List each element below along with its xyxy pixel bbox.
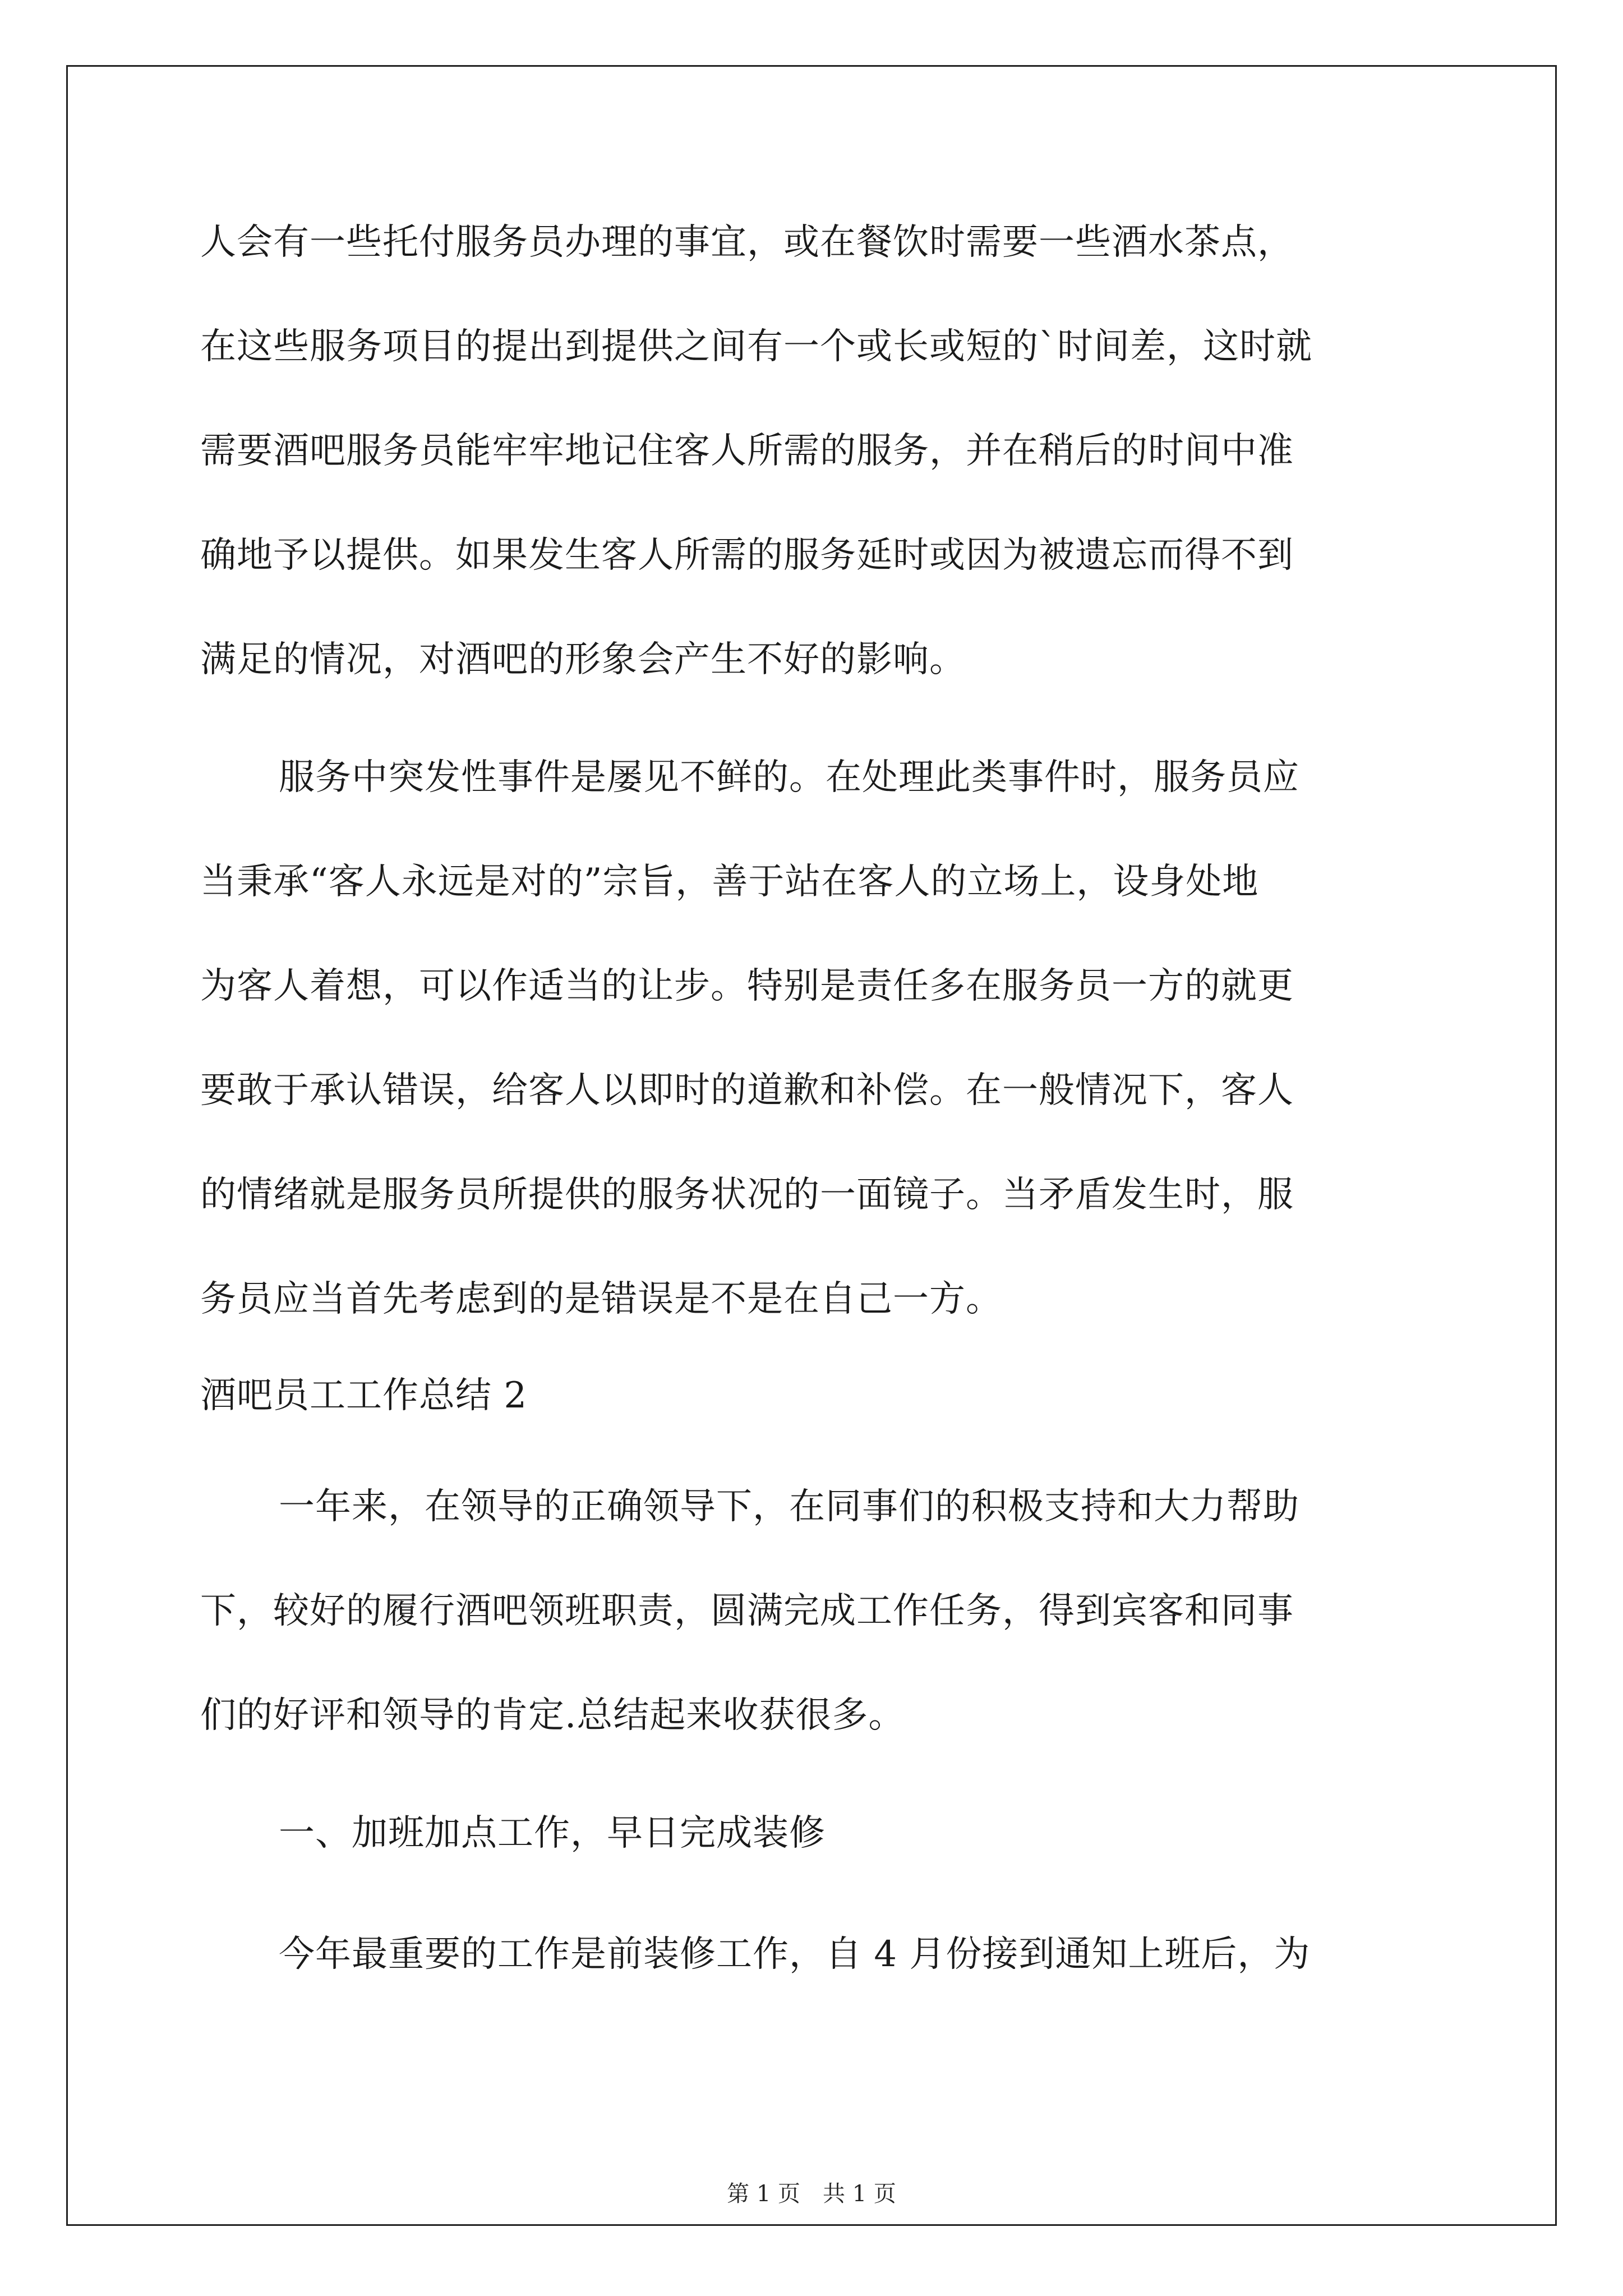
body-line-12: 一年来，在领导的正确领导下，在同事们的积极支持和大力帮助 <box>279 1486 1299 1527</box>
subheading-line: 一、加班加点工作，早日完成装修 <box>279 1812 826 1854</box>
body-line-11: 务员应当首先考虑到的是错误是不是在自己一方。 <box>200 1278 1002 1320</box>
body-line-1: 人会有一些托付服务员办理的事宜，或在餐饮时需要一些酒水茶点， <box>200 222 1294 263</box>
body-line-3: 需要酒吧服务员能牢牢地记住客人所需的服务，并在稍后的时间中准 <box>200 430 1294 472</box>
body-line-7: 当秉承“客人永远是对的”宗旨，善于站在客人的立场上，设身处地 <box>200 861 1259 903</box>
body-line-4: 确地予以提供。如果发生客人所需的服务延时或因为被遗忘而得不到 <box>200 535 1294 576</box>
body-line-8: 为客人着想，可以作适当的让步。特别是责任多在服务员一方的就更 <box>200 965 1294 1007</box>
body-line-6: 服务中突发性事件是屡见不鲜的。在处理此类事件时，服务员应 <box>279 757 1299 798</box>
section-heading: 酒吧员工工作总结 2 <box>200 1375 528 1416</box>
body-line-5: 满足的情况，对酒吧的形象会产生不好的影响。 <box>200 639 966 680</box>
body-line-2: 在这些服务项目的提出到提供之间有一个或长或短的`时间差，这时就 <box>200 326 1312 367</box>
page-border <box>66 65 1557 2226</box>
body-line-13: 下，较好的履行酒吧领班职责，圆满完成工作任务，得到宾客和同事 <box>200 1590 1294 1632</box>
body-line-9: 要敢于承认错误，给客人以即时的道歉和补偿。在一般情况下，客人 <box>200 1070 1294 1111</box>
body-line-10: 的情绪就是服务员所提供的服务状况的一面镜子。当矛盾发生时，服 <box>200 1174 1294 1216</box>
body-line-14: 们的好评和领导的肯定.总结起来收获很多。 <box>200 1695 905 1736</box>
page-footer: 第 1 页 共 1 页 <box>727 2181 896 2207</box>
body-line-15: 今年最重要的工作是前装修工作，自 4 月份接到通知上班后，为 <box>279 1934 1311 1975</box>
